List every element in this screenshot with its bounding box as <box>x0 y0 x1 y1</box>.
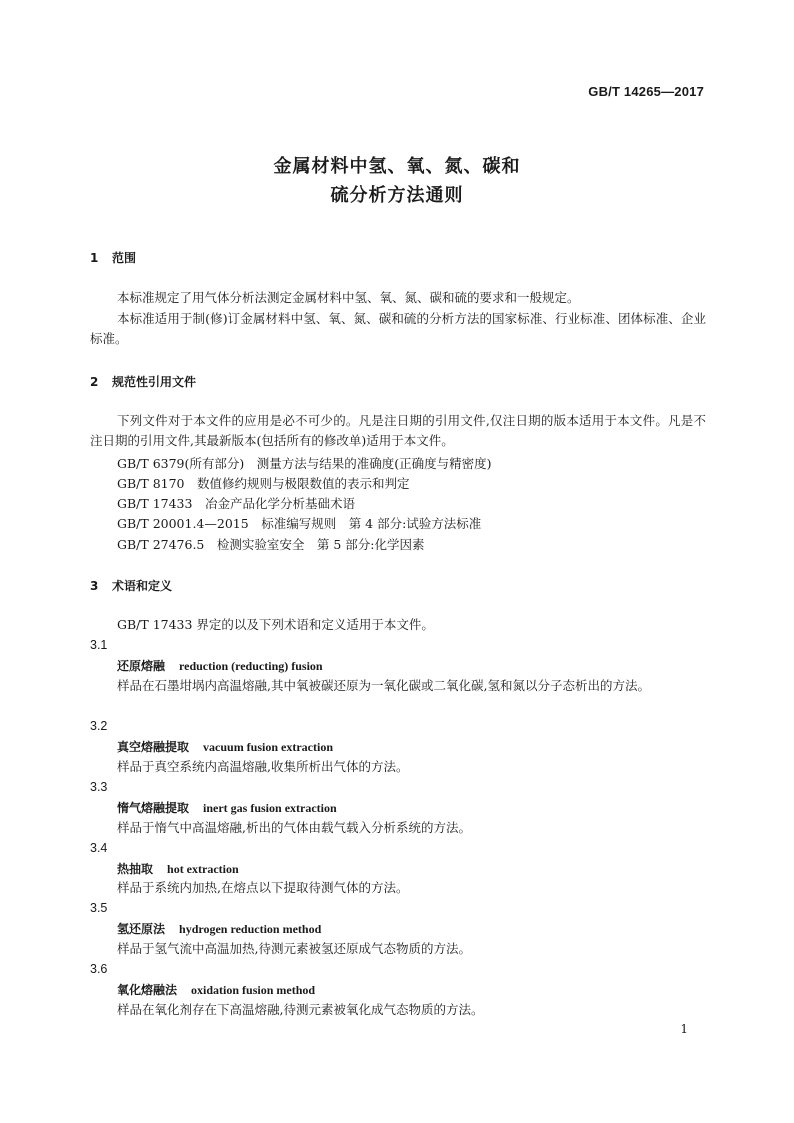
term-definition: 样品于真空系统内高温熔融,收集所析出气体的方法。 <box>117 759 409 774</box>
term-zh: 还原熔融 <box>117 659 166 673</box>
term-number: 3.3 <box>90 780 108 794</box>
term-en: hot extraction <box>167 862 239 876</box>
paragraph: 本标准规定了用气体分析法测定金属材料中氢、氧、氮、碳和硫的要求和一般规定。 <box>117 290 580 305</box>
term-number: 3.5 <box>90 901 108 915</box>
term-zh: 真空熔融提取 <box>117 740 190 754</box>
section-title: 范围 <box>112 251 137 265</box>
term-zh: 惰气熔融提取 <box>117 801 190 815</box>
paragraph: GB/T 17433 界定的以及下列术语和定义适用于本文件。 <box>117 617 434 632</box>
section-title: 术语和定义 <box>112 579 173 593</box>
term-en: inert gas fusion extraction <box>203 801 337 815</box>
term-definition: 样品于惰气中高温熔融,析出的气体由载气载入分析系统的方法。 <box>117 820 471 835</box>
page-number: 1 <box>680 1022 688 1036</box>
paragraph: 本标准适用于制(修)订金属材料中氢、氧、氮、碳和硫的分析方法的国家标准、行业标准、团体标准、企业标准。 <box>90 311 706 346</box>
term-number: 3.1 <box>90 638 108 652</box>
term-definition: 样品在石墨坩埚内高温熔融,其中氧被碳还原为一氧化碳或二氧化碳,氢和氮以分子态析出的方法。 <box>117 678 650 693</box>
section-number: 1 <box>90 251 99 265</box>
term-zh: 氢还原法 <box>117 922 166 936</box>
doc-title-line-1: 金属材料中氢、氧、氮、碳和 <box>273 156 521 177</box>
term-zh: 氧化熔融法 <box>117 983 178 997</box>
term-number: 3.6 <box>90 962 108 976</box>
term-definition: 样品于氢气流中高温加热,待测元素被氢还原成气态物质的方法。 <box>117 941 471 956</box>
term-number: 3.2 <box>90 719 108 733</box>
section-number: 2 <box>90 375 99 389</box>
term-title <box>117 860 239 877</box>
reference-item: GB/T 6379(所有部分) 测量方法与结果的准确度(正确度与精密度) <box>117 456 492 471</box>
reference-item: GB/T 27476.5 检测实验室安全 第 5 部分:化学因素 <box>117 537 425 552</box>
term-title <box>117 981 315 998</box>
term-title <box>117 920 321 937</box>
term-en: reduction (reducting) fusion <box>179 659 323 673</box>
term-definition: 样品在氧化剂存在下高温熔融,待测元素被氧化成气态物质的方法。 <box>117 1002 484 1017</box>
term-en: vacuum fusion extraction <box>203 740 334 754</box>
term-en: oxidation fusion method <box>191 983 316 997</box>
section-heading-1 <box>90 249 136 266</box>
std-code: GB/T 14265—2017 <box>588 84 704 99</box>
reference-item: GB/T 17433 冶金产品化学分析基础术语 <box>117 496 355 511</box>
section-heading-2 <box>90 373 196 390</box>
term-definition: 样品于系统内加热,在熔点以下提取待测气体的方法。 <box>117 880 409 895</box>
term-zh: 热抽取 <box>117 862 154 876</box>
doc-title-line-2: 硫分析方法通则 <box>330 185 464 206</box>
paragraph: 下列文件对于本文件的应用是必不可少的。凡是注日期的引用文件,仅注日期的版本适用于本文件。凡是不注日期的引用文件,其最新版本(包括所有的修改单)适用于本文件。 <box>90 413 706 448</box>
term-title <box>117 738 333 755</box>
section-heading-3 <box>90 577 172 594</box>
reference-item: GB/T 20001.4—2015 标准编写规则 第 4 部分:试验方法标准 <box>117 516 482 531</box>
term-en: hydrogen reduction method <box>179 922 322 936</box>
term-title <box>117 799 337 816</box>
term-title <box>117 657 323 674</box>
term-number: 3.4 <box>90 841 108 855</box>
section-title: 规范性引用文件 <box>112 375 197 389</box>
reference-item: GB/T 8170 数值修约规则与极限数值的表示和判定 <box>117 476 410 491</box>
section-number: 3 <box>90 579 99 593</box>
